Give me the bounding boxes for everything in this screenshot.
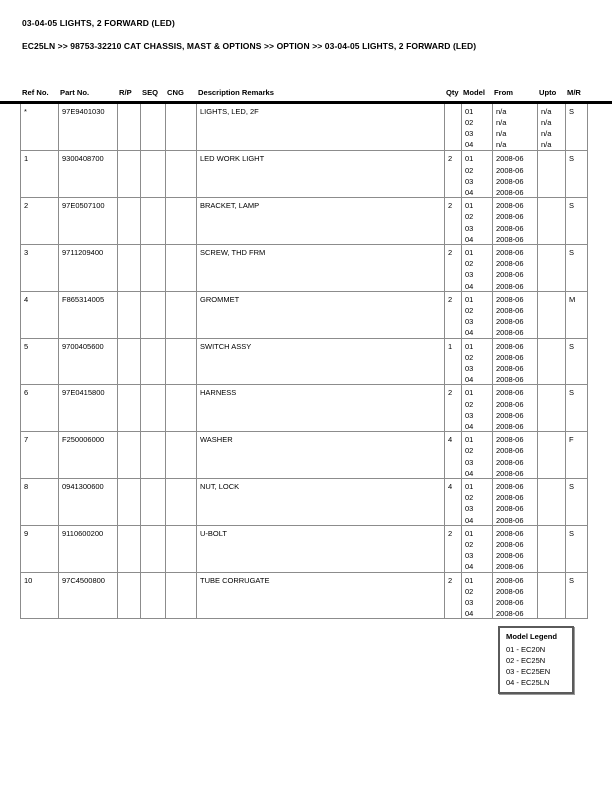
from-line: 2008-06 (496, 188, 524, 197)
from-line: 2008-06 (496, 165, 524, 175)
legend-item: 01 - EC20N (506, 645, 546, 655)
models-line: 02 (465, 212, 474, 222)
cell-upto (538, 479, 566, 525)
from-line: 2008-06 (496, 551, 524, 561)
table-row (21, 104, 588, 151)
cell-from (493, 432, 538, 478)
models-line: 03 (465, 176, 474, 186)
models-line: 04 (465, 515, 474, 525)
upto-line: n/a (541, 117, 552, 127)
from-line: 2008-06 (496, 528, 524, 538)
from-line: 2008-06 (496, 515, 524, 525)
from-line: 2008-06 (496, 259, 524, 269)
cell-seq (141, 198, 166, 244)
from-line: 2008-06 (496, 586, 524, 596)
cell-desc: U-BOLT (197, 526, 445, 572)
cell-cng (166, 151, 197, 197)
table-header-row (20, 88, 612, 97)
cell-ref: 1 (21, 151, 59, 197)
cell-rp (118, 151, 141, 197)
from-line: 2008-06 (496, 247, 524, 257)
models-line: 01 (465, 575, 474, 585)
from-line: 2008-06 (496, 201, 524, 211)
cell-qty: 2 (445, 245, 462, 291)
table-row (21, 384, 588, 431)
cell-models (462, 432, 493, 478)
cell-seq (141, 479, 166, 525)
from-line: 2008-06 (496, 305, 524, 315)
cell-models (462, 198, 493, 244)
cell-desc: TUBE CORRUGATE (197, 573, 445, 619)
models-line: 03 (465, 317, 474, 327)
cell-cng (166, 245, 197, 291)
from-line: n/a (496, 106, 507, 116)
cell-seq (141, 104, 166, 151)
from-line: 2008-06 (496, 281, 524, 291)
cell-ref: * (21, 104, 59, 151)
models-line: 01 (465, 247, 474, 257)
from-line: 2008-06 (496, 375, 524, 385)
cell-part: 97E0415800 (59, 385, 118, 431)
column-header: Model (463, 88, 485, 97)
cell-upto (538, 526, 566, 572)
cell-rp (118, 573, 141, 619)
column-header: R/P (119, 88, 132, 97)
cell-mr: S (566, 151, 588, 197)
column-header: Ref No. (22, 88, 49, 97)
cell-models (462, 151, 493, 197)
cell-desc: SWITCH ASSY (197, 339, 445, 385)
cell-rp (118, 479, 141, 525)
cell-cng (166, 526, 197, 572)
cell-from (493, 292, 538, 338)
models-line: 02 (465, 305, 474, 315)
cell-rp (118, 432, 141, 478)
cell-qty: 4 (445, 432, 462, 478)
models-line: 02 (465, 586, 474, 596)
models-line: 02 (465, 352, 474, 362)
cell-part: 9711209400 (59, 245, 118, 291)
cell-seq (141, 339, 166, 385)
table-row (21, 431, 588, 478)
cell-seq (141, 292, 166, 338)
cell-ref: 6 (21, 385, 59, 431)
from-line: 2008-06 (496, 328, 524, 338)
models-line: 02 (465, 539, 474, 549)
cell-from (493, 573, 538, 619)
models-line: 03 (465, 129, 474, 138)
cell-ref: 5 (21, 339, 59, 385)
cell-mr: S (566, 339, 588, 385)
cell-part: F865314005 (59, 292, 118, 338)
cell-mr: S (566, 573, 588, 619)
models-line: 02 (465, 259, 474, 269)
cell-desc: SCREW, THD FRM (197, 245, 445, 291)
from-line: 2008-06 (496, 609, 524, 619)
from-line: 2008-06 (496, 212, 524, 222)
models-line: 03 (465, 270, 474, 280)
cell-qty (445, 104, 462, 151)
from-line: 2008-06 (496, 446, 524, 456)
cell-mr: S (566, 385, 588, 431)
cell-upto (538, 573, 566, 619)
cell-rp (118, 385, 141, 431)
column-header: Qty (446, 88, 459, 97)
models-line: 02 (465, 165, 474, 175)
cell-seq (141, 573, 166, 619)
cell-rp (118, 292, 141, 338)
upto-line: n/a (541, 129, 552, 138)
models-line: 04 (465, 188, 474, 197)
cell-ref: 7 (21, 432, 59, 478)
cell-upto (538, 385, 566, 431)
from-line: 2008-06 (496, 539, 524, 549)
models-line: 04 (465, 562, 474, 572)
from-line: n/a (496, 140, 507, 150)
cell-qty: 2 (445, 526, 462, 572)
cell-part: 97C4500800 (59, 573, 118, 619)
cell-ref: 3 (21, 245, 59, 291)
cell-qty: 2 (445, 151, 462, 197)
cell-ref: 10 (21, 573, 59, 619)
cell-cng (166, 104, 197, 151)
column-header: Description Remarks (198, 88, 274, 97)
cell-models (462, 104, 493, 151)
models-line: 04 (465, 375, 474, 385)
from-line: 2008-06 (496, 388, 524, 398)
models-line: 04 (465, 468, 474, 478)
models-line: 01 (465, 106, 474, 116)
cell-models (462, 385, 493, 431)
models-line: 04 (465, 609, 474, 619)
from-line: 2008-06 (496, 234, 524, 244)
cell-cng (166, 432, 197, 478)
cell-models (462, 479, 493, 525)
legend-item: 03 - EC25EN (506, 667, 551, 677)
cell-seq (141, 151, 166, 197)
from-line: 2008-06 (496, 363, 524, 373)
cell-ref: 8 (21, 479, 59, 525)
column-header: Part No. (60, 88, 90, 97)
cell-cng (166, 479, 197, 525)
models-line: 01 (465, 528, 474, 538)
cell-part: 9110600200 (59, 526, 118, 572)
cell-cng (166, 573, 197, 619)
models-line: 04 (465, 328, 474, 338)
from-line: 2008-06 (496, 176, 524, 186)
models-line: 03 (465, 551, 474, 561)
model-legend-title: Model Legend (506, 632, 558, 642)
cell-models (462, 245, 493, 291)
cell-mr: S (566, 526, 588, 572)
table-row (21, 150, 588, 197)
models-line: 04 (465, 140, 474, 150)
cell-seq (141, 526, 166, 572)
cell-from (493, 339, 538, 385)
models-line: 01 (465, 435, 474, 445)
upto-line: n/a (541, 140, 552, 150)
breadcrumb: EC25LN >> 98753-32210 CAT CHASSIS, MAST & OPTIONS >> OPTION >> 03-04-05 LIGHTS, 2 FORWARD (LED) (22, 41, 477, 51)
models-line: 01 (465, 341, 474, 351)
cell-qty: 2 (445, 198, 462, 244)
cell-from (493, 385, 538, 431)
models-line: 01 (465, 154, 474, 164)
cell-from (493, 245, 538, 291)
from-line: 2008-06 (496, 421, 524, 431)
column-header: SEQ (142, 88, 159, 97)
cell-seq (141, 245, 166, 291)
cell-upto (538, 339, 566, 385)
cell-upto (538, 151, 566, 197)
column-header: Upto (539, 88, 557, 97)
cell-qty: 2 (445, 573, 462, 619)
upto-line: n/a (541, 106, 552, 116)
models-line: 04 (465, 234, 474, 244)
models-line: 01 (465, 388, 474, 398)
from-line: n/a (496, 129, 507, 138)
page-title: 03-04-05 LIGHTS, 2 FORWARD (LED) (22, 18, 175, 28)
table-row (21, 525, 588, 572)
cell-qty: 2 (445, 292, 462, 338)
cell-upto (538, 245, 566, 291)
legend-item: 02 - EC25N (506, 656, 546, 666)
cell-rp (118, 198, 141, 244)
legend-item: 04 - EC25LN (506, 678, 550, 688)
models-line: 02 (465, 493, 474, 503)
models-line: 03 (465, 363, 474, 373)
cell-qty: 1 (445, 339, 462, 385)
models-line: 02 (465, 117, 474, 127)
cell-from (493, 104, 538, 151)
models-line: 03 (465, 410, 474, 420)
model-legend-items (506, 644, 570, 688)
cell-mr: S (566, 245, 588, 291)
from-line: 2008-06 (496, 562, 524, 572)
cell-part: F250006000 (59, 432, 118, 478)
cell-desc: LIGHTS, LED, 2F (197, 104, 445, 151)
models-line: 01 (465, 294, 474, 304)
from-line: 2008-06 (496, 493, 524, 503)
cell-from (493, 526, 538, 572)
parts-table (20, 104, 588, 620)
cell-models (462, 292, 493, 338)
cell-mr: S (566, 104, 588, 151)
from-line: n/a (496, 117, 507, 127)
cell-cng (166, 292, 197, 338)
cell-mr: S (566, 198, 588, 244)
cell-desc: BRACKET, LAMP (197, 198, 445, 244)
cell-cng (166, 198, 197, 244)
from-line: 2008-06 (496, 410, 524, 420)
cell-models (462, 573, 493, 619)
cell-desc: WASHER (197, 432, 445, 478)
table-row (21, 572, 588, 619)
cell-part: 9300408700 (59, 151, 118, 197)
cell-qty: 2 (445, 385, 462, 431)
models-line: 04 (465, 421, 474, 431)
cell-seq (141, 385, 166, 431)
cell-ref: 4 (21, 292, 59, 338)
cell-from (493, 198, 538, 244)
from-line: 2008-06 (496, 597, 524, 607)
cell-from (493, 151, 538, 197)
models-line: 01 (465, 481, 474, 491)
from-line: 2008-06 (496, 435, 524, 445)
models-line: 02 (465, 399, 474, 409)
from-line: 2008-06 (496, 352, 524, 362)
models-line: 03 (465, 457, 474, 467)
table-row (21, 338, 588, 385)
cell-upto (538, 432, 566, 478)
cell-cng (166, 385, 197, 431)
cell-mr: S (566, 479, 588, 525)
cell-part: 9700405600 (59, 339, 118, 385)
cell-desc: GROMMET (197, 292, 445, 338)
models-line: 03 (465, 504, 474, 514)
column-header: From (494, 88, 513, 97)
from-line: 2008-06 (496, 341, 524, 351)
column-header: M/R (567, 88, 581, 97)
cell-rp (118, 526, 141, 572)
cell-rp (118, 339, 141, 385)
models-line: 01 (465, 201, 474, 211)
table-row (21, 244, 588, 291)
cell-desc: LED WORK LIGHT (197, 151, 445, 197)
from-line: 2008-06 (496, 575, 524, 585)
cell-rp (118, 104, 141, 151)
table-row (21, 291, 588, 338)
cell-mr: M (566, 292, 588, 338)
cell-cng (166, 339, 197, 385)
cell-upto (538, 104, 566, 151)
models-line: 04 (465, 281, 474, 291)
from-line: 2008-06 (496, 223, 524, 233)
from-line: 2008-06 (496, 481, 524, 491)
cell-models (462, 526, 493, 572)
cell-part: 97E0507100 (59, 198, 118, 244)
from-line: 2008-06 (496, 457, 524, 467)
from-line: 2008-06 (496, 317, 524, 327)
cell-desc: HARNESS (197, 385, 445, 431)
models-line: 02 (465, 446, 474, 456)
cell-from (493, 479, 538, 525)
from-line: 2008-06 (496, 154, 524, 164)
cell-ref: 9 (21, 526, 59, 572)
cell-qty: 4 (445, 479, 462, 525)
cell-ref: 2 (21, 198, 59, 244)
table-row (21, 478, 588, 525)
column-header: CNG (167, 88, 184, 97)
from-line: 2008-06 (496, 294, 524, 304)
cell-desc: NUT, LOCK (197, 479, 445, 525)
table-row (21, 197, 588, 244)
cell-rp (118, 245, 141, 291)
from-line: 2008-06 (496, 468, 524, 478)
from-line: 2008-06 (496, 399, 524, 409)
cell-part: 0941300600 (59, 479, 118, 525)
cell-part: 97E9401030 (59, 104, 118, 151)
from-line: 2008-06 (496, 270, 524, 280)
models-line: 03 (465, 597, 474, 607)
cell-upto (538, 292, 566, 338)
cell-models (462, 339, 493, 385)
cell-seq (141, 432, 166, 478)
model-legend (498, 626, 574, 694)
models-line: 03 (465, 223, 474, 233)
from-line: 2008-06 (496, 504, 524, 514)
document-page (0, 18, 612, 694)
cell-upto (538, 198, 566, 244)
cell-mr: F (566, 432, 588, 478)
